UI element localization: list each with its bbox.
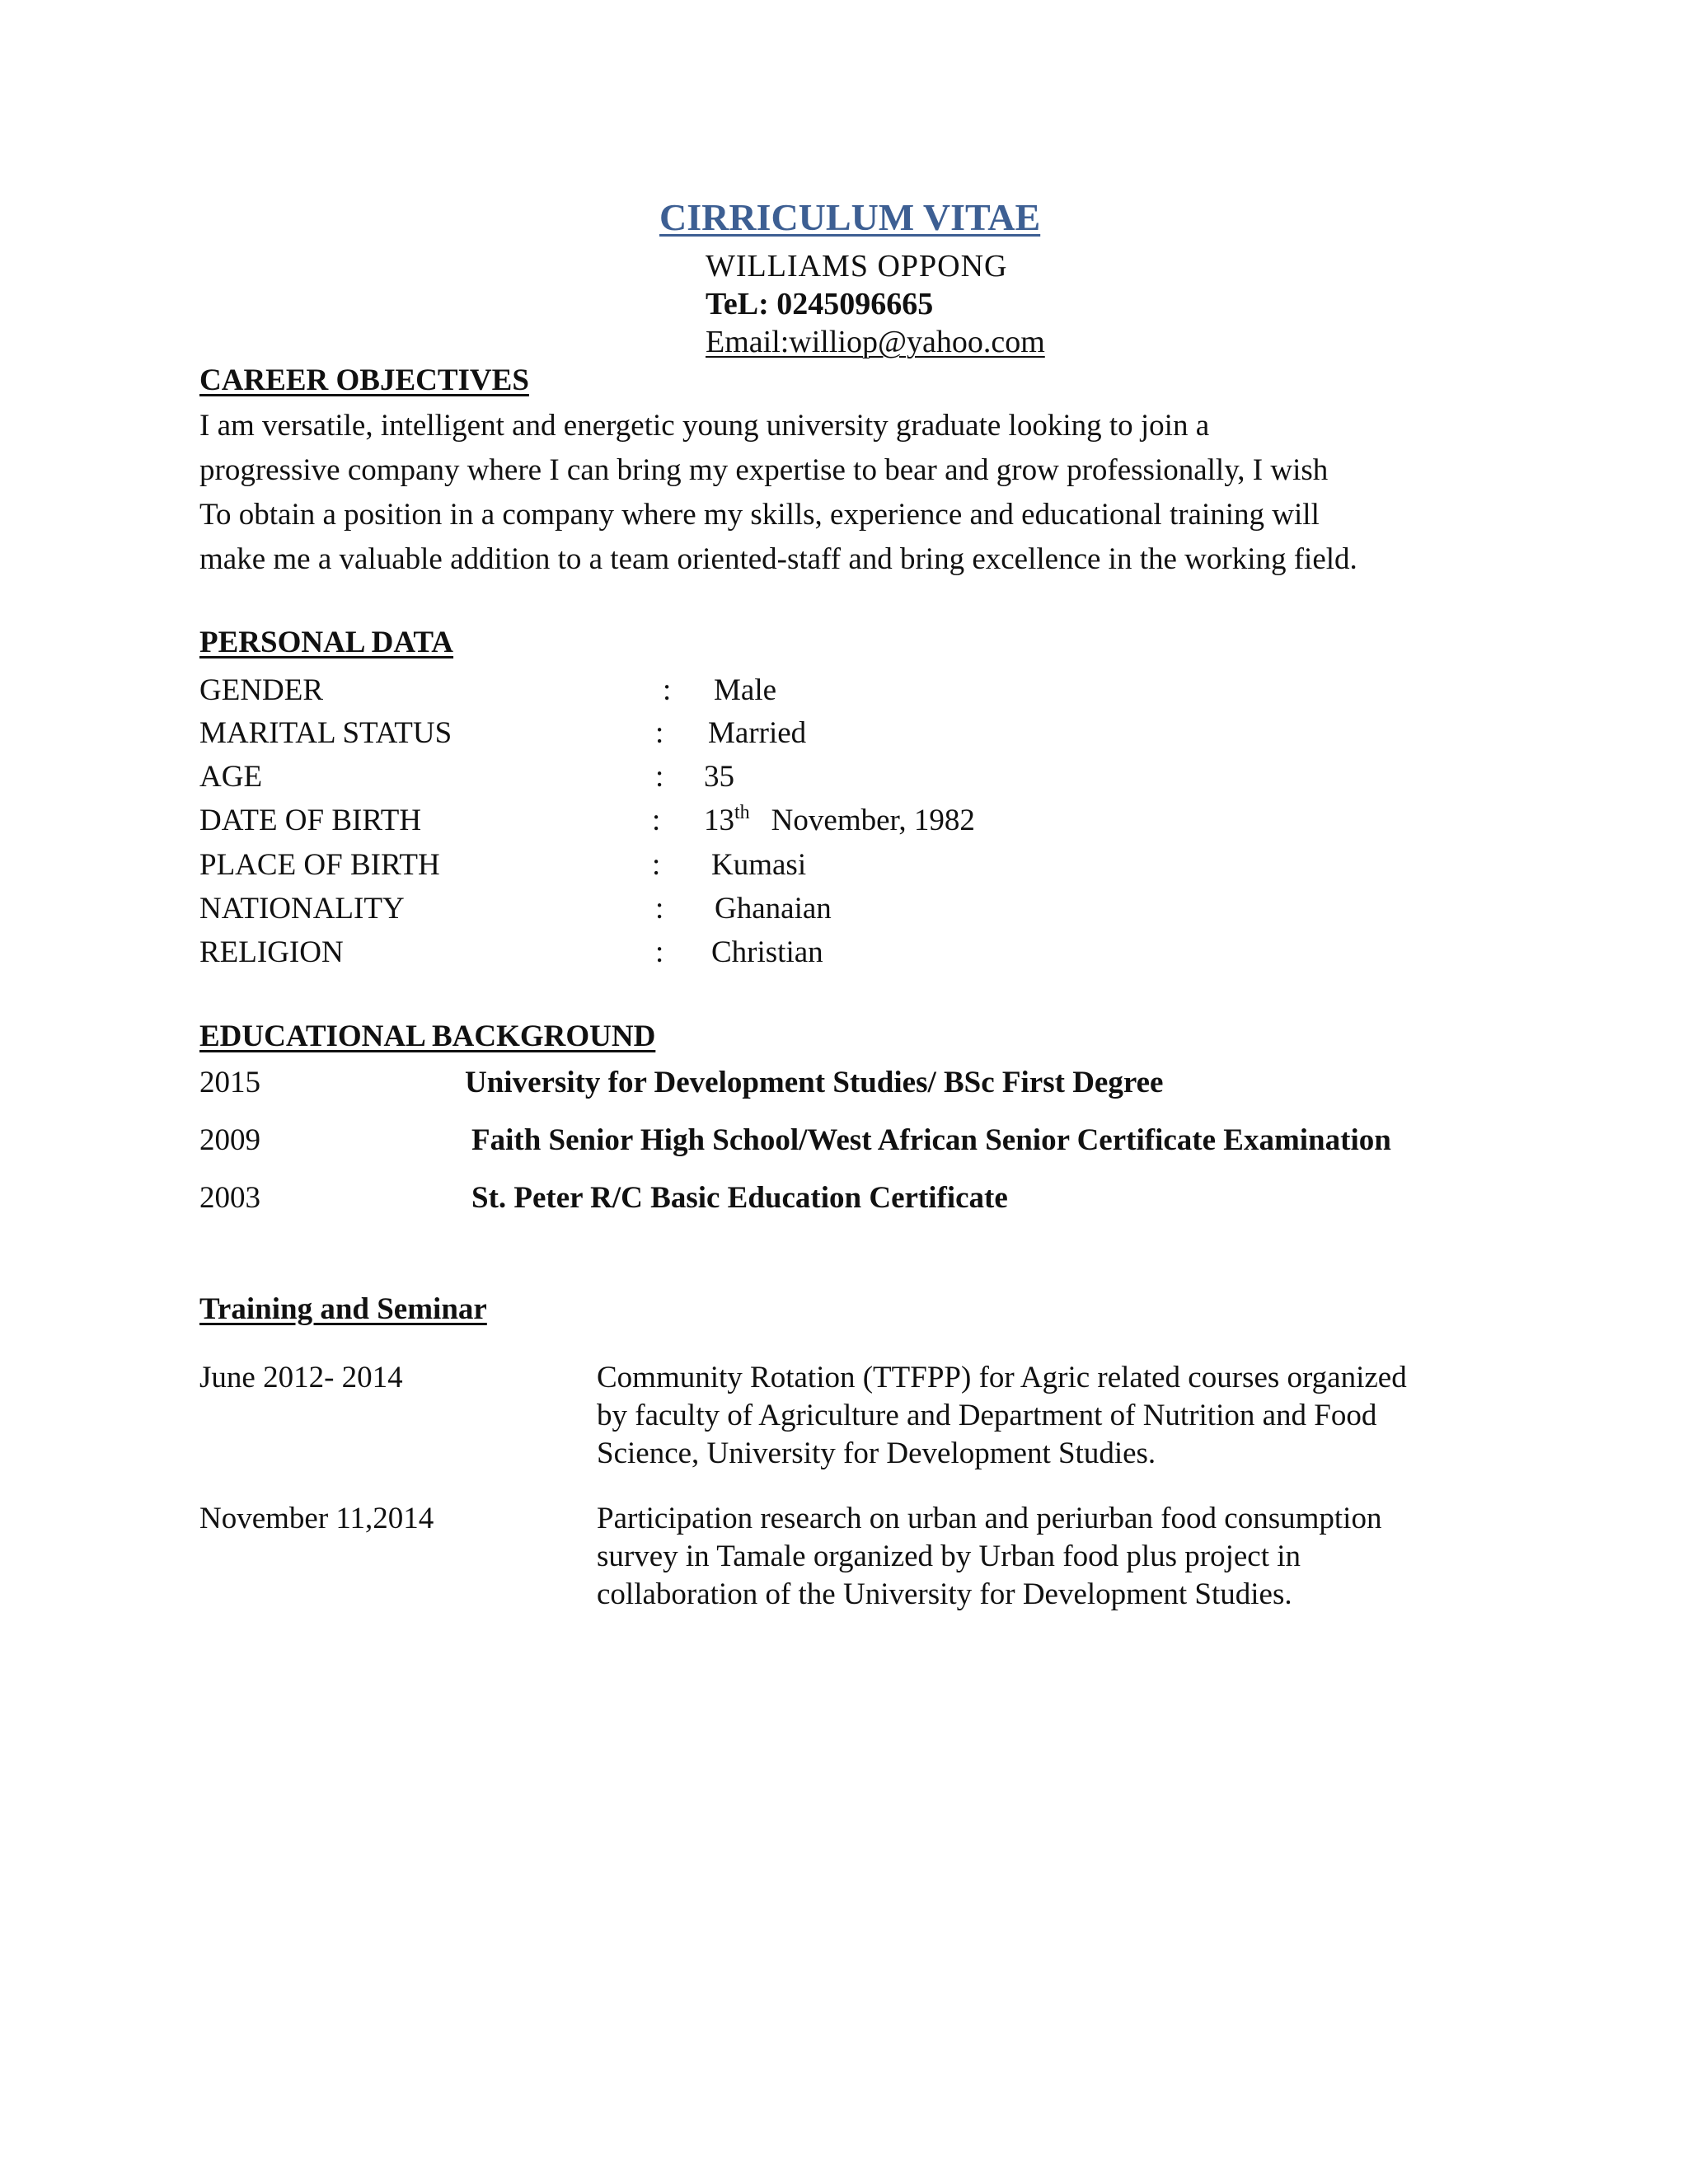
career-objectives-text xyxy=(199,404,1485,582)
pd-value: Kumasi xyxy=(711,848,807,882)
education-year: 2015 xyxy=(199,1066,260,1099)
objective-line: I am versatile, intelligent and energetic young university graduate looking to join a xyxy=(199,409,1210,443)
pd-colon: : xyxy=(655,716,664,750)
email-address: Email:williop@yahoo.com xyxy=(706,325,1045,359)
education-year: 2009 xyxy=(199,1123,260,1157)
pd-colon: : xyxy=(655,892,664,926)
pd-colon: : xyxy=(655,935,664,969)
training-date: November 11,2014 xyxy=(199,1502,434,1535)
dob-ordinal-suffix: th xyxy=(734,802,750,823)
education-description: Faith Senior High School/West African Senior Certificate Examination xyxy=(471,1123,1391,1157)
dob-month-year: November, 1982 xyxy=(771,804,975,837)
training-date: June 2012- 2014 xyxy=(199,1361,403,1394)
education-year: 2003 xyxy=(199,1181,260,1215)
pd-colon: : xyxy=(655,760,664,794)
applicant-name: WILLIAMS OPPONG xyxy=(706,249,1008,284)
pd-label: AGE xyxy=(199,760,263,794)
pd-colon: : xyxy=(652,848,661,882)
telephone: TeL: 0245096665 xyxy=(706,287,934,321)
education-description: St. Peter R/C Basic Education Certificate xyxy=(471,1181,1008,1215)
education-description: University for Development Studies/ BSc First Degree xyxy=(465,1066,1164,1099)
pd-label: DATE OF BIRTH xyxy=(199,804,422,837)
pd-value-date-of-birth xyxy=(704,799,975,842)
training-description-line: Community Rotation (TTFPP) for Agric related courses organized xyxy=(597,1361,1407,1394)
pd-label: PLACE OF BIRTH xyxy=(199,848,440,882)
training-description xyxy=(597,1500,1536,1614)
pd-value: Married xyxy=(708,716,807,750)
pd-value: Christian xyxy=(711,935,823,969)
dob-day: 13 xyxy=(704,804,734,837)
pd-value: 35 xyxy=(704,760,734,794)
document-title: CIRRICULUM VITAE xyxy=(659,196,1041,238)
pd-value: Ghanaian xyxy=(715,892,832,926)
pd-colon: : xyxy=(652,804,661,837)
pd-colon: : xyxy=(663,673,672,707)
training-description-line: by faculty of Agriculture and Department of Nutrition and Food xyxy=(597,1399,1377,1432)
training-description xyxy=(597,1359,1536,1473)
pd-label: NATIONALITY xyxy=(199,892,405,926)
pd-label: MARITAL STATUS xyxy=(199,716,452,750)
training-description-line: collaboration of the University for Development Studies. xyxy=(597,1577,1292,1611)
pd-label: RELIGION xyxy=(199,935,344,969)
training-seminar-heading: Training and Seminar xyxy=(199,1292,487,1326)
career-objectives-heading: CAREER OBJECTIVES xyxy=(199,363,529,397)
pd-label: GENDER xyxy=(199,673,324,707)
training-description-line: Participation research on urban and periurban food consumption xyxy=(597,1502,1382,1535)
training-description-line: survey in Tamale organized by Urban food plus project in xyxy=(597,1540,1301,1573)
training-description-line: Science, University for Development Studies. xyxy=(597,1436,1156,1470)
personal-data-heading: PERSONAL DATA xyxy=(199,626,454,659)
objective-line: make me a valuable addition to a team oriented-staff and bring excellence in the working field. xyxy=(199,542,1357,576)
objective-line: progressive company where I can bring my expertise to bear and grow professionally, I wish xyxy=(199,453,1329,487)
educational-background-heading: EDUCATIONAL BACKGROUND xyxy=(199,1019,656,1053)
objective-line: To obtain a position in a company where my skills, experience and educational training will xyxy=(199,498,1320,532)
pd-value: Male xyxy=(714,673,777,707)
